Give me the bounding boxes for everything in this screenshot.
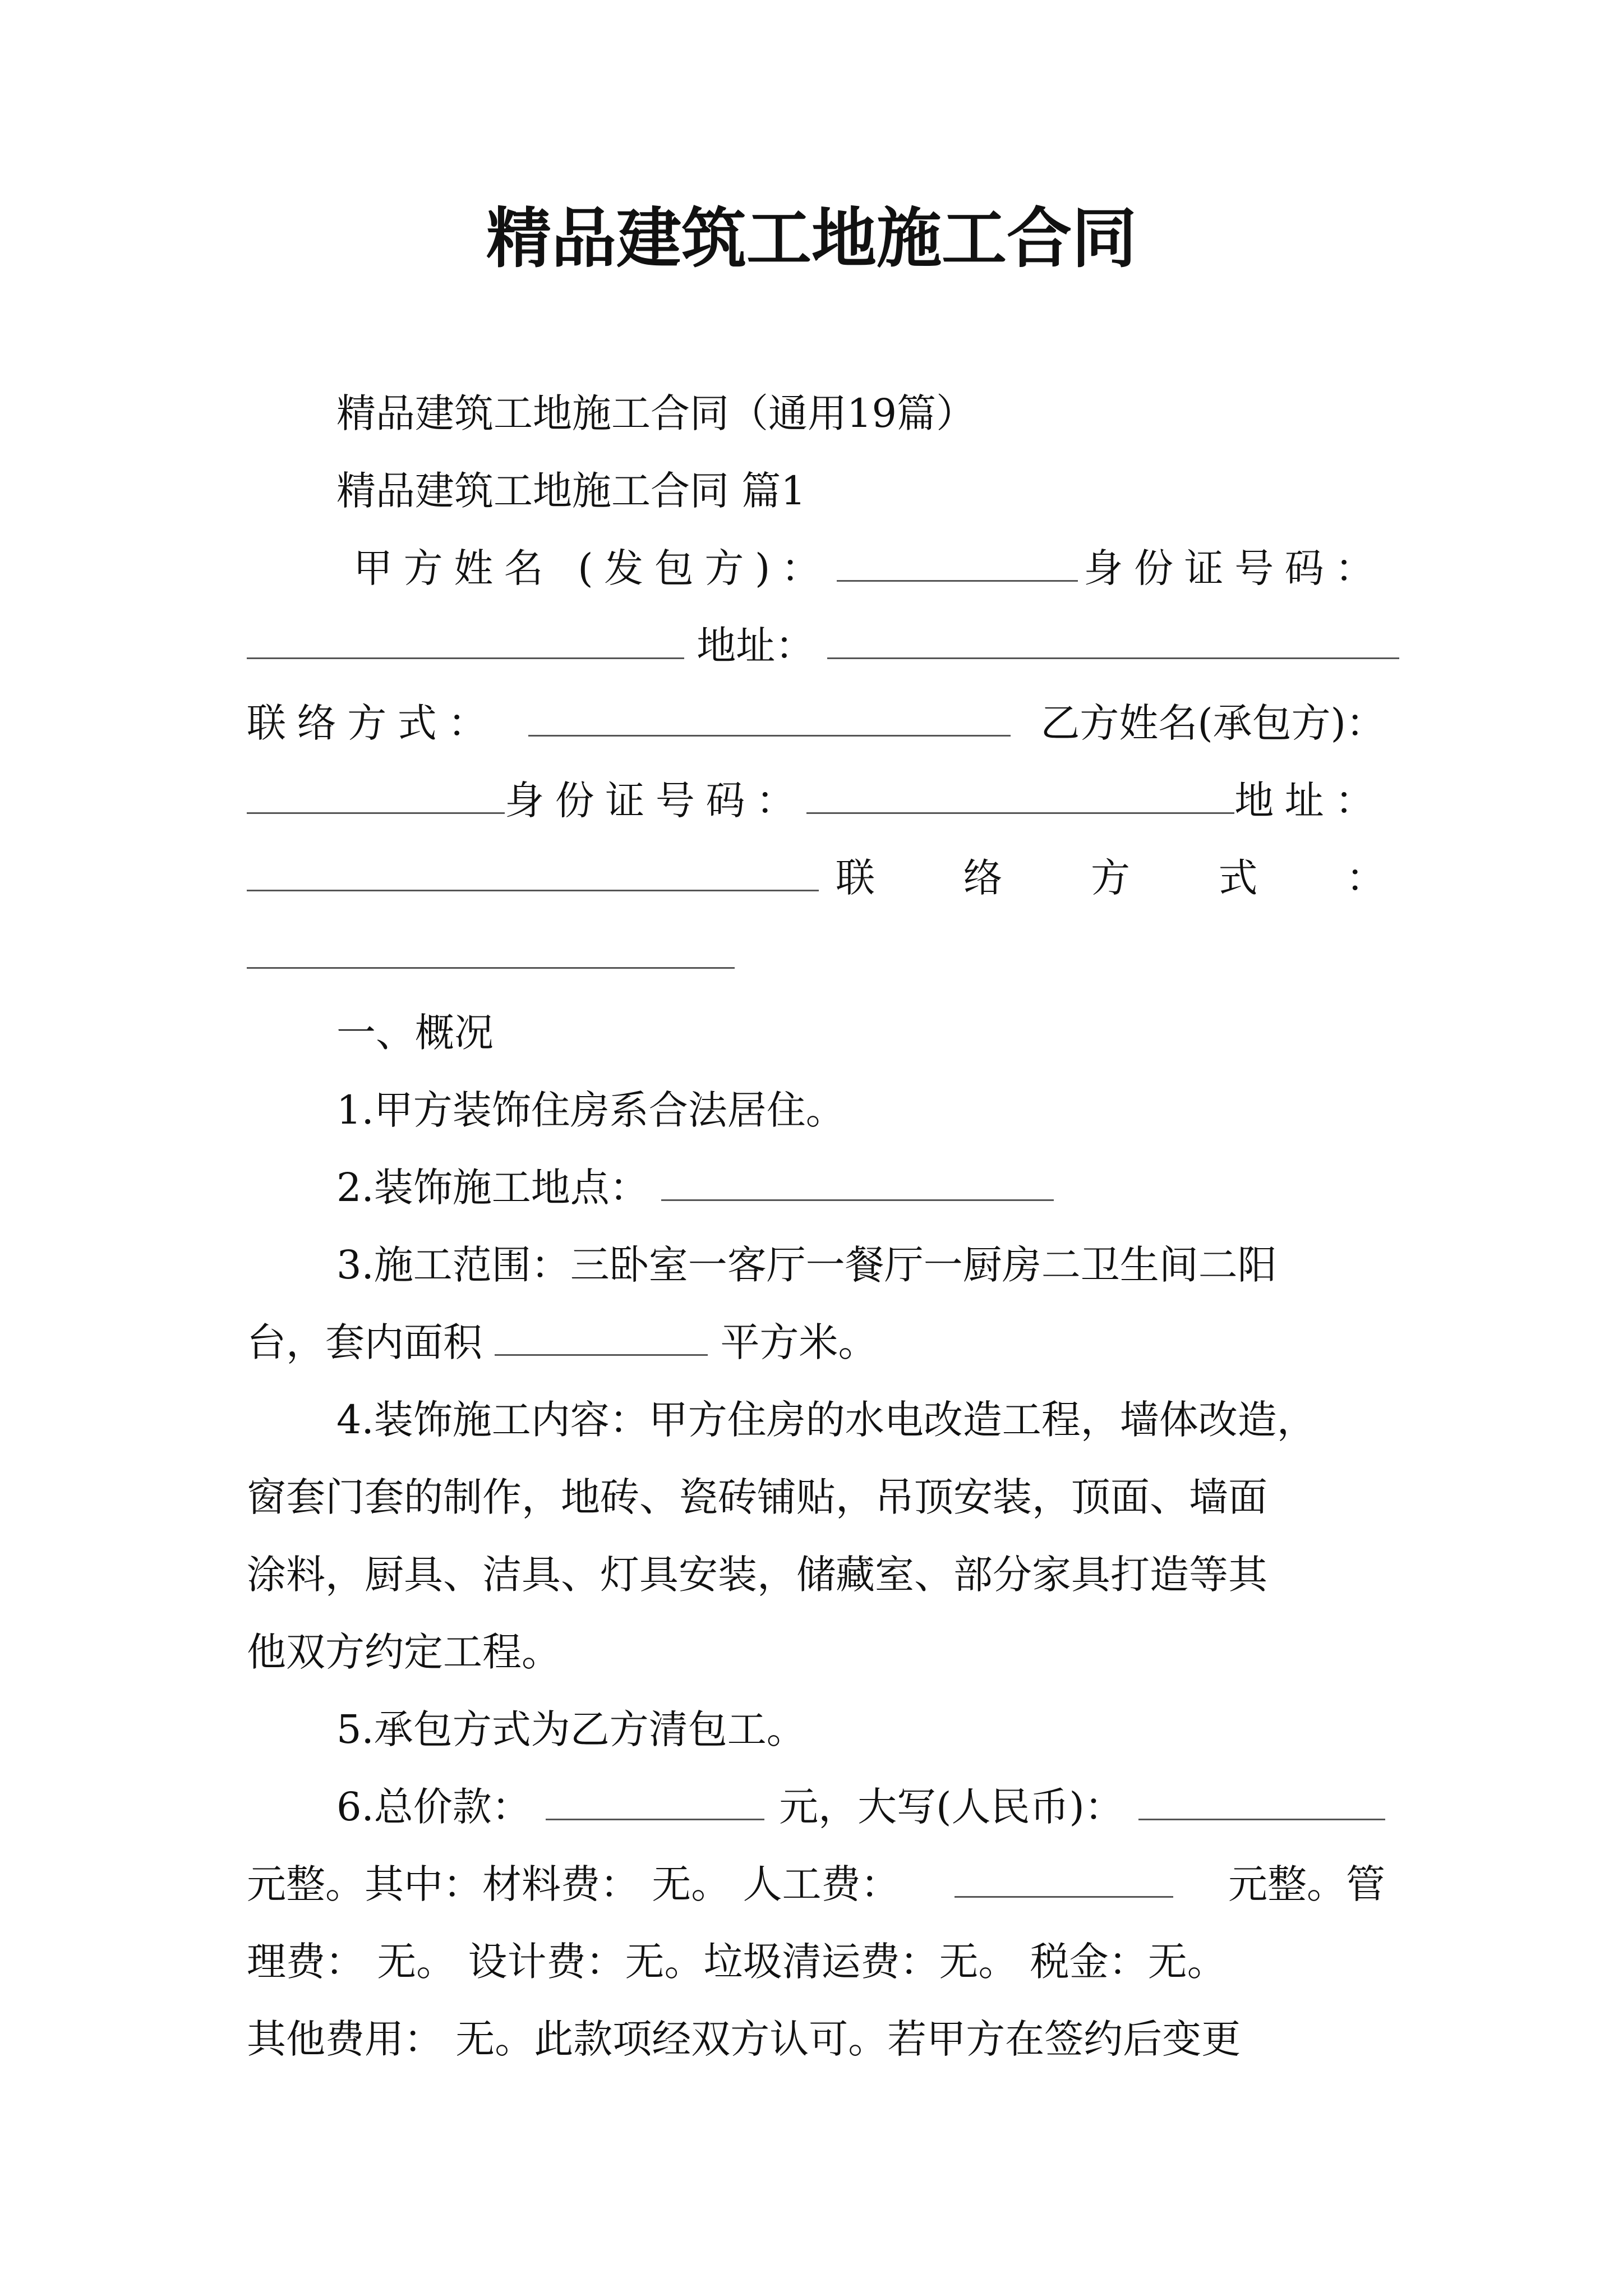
party-b-address-blank[interactable] xyxy=(247,854,819,891)
clause-3-line-2 xyxy=(247,1304,1385,1381)
total-price-capital-blank[interactable] xyxy=(1138,1783,1385,1820)
party-a-name-line xyxy=(353,530,1385,607)
party-b-name-label: 乙方姓名(承包方)： xyxy=(1040,700,1385,746)
party-a-contact-label: 联络方式： xyxy=(247,700,498,746)
clause-4-line-2: 窗套门套的制作，地砖、瓷砖铺贴，吊顶安装，顶面、墙面 xyxy=(247,1474,1267,1520)
clause-5: 5.承包方式为乙方清包工。 xyxy=(336,1706,806,1752)
party-b-contact-blank[interactable] xyxy=(247,932,735,969)
construction-site-blank[interactable] xyxy=(661,1164,1054,1201)
total-price-blank[interactable] xyxy=(546,1783,764,1820)
party-b-id-line xyxy=(247,762,1385,839)
party-a-id-blank[interactable] xyxy=(247,622,684,659)
collection-title: 精品建筑工地施工合同（通用19篇） xyxy=(336,390,976,436)
party-a-address-blank[interactable] xyxy=(827,622,1399,659)
clause-3-area-label: 台，套内面积 xyxy=(247,1319,482,1365)
clause-3-line-1: 3.施工范围：三卧室一客厅一餐厅一厨房二卫生间二阳 xyxy=(336,1242,1277,1288)
party-b-contact-blank-line xyxy=(247,917,1385,994)
clause-6-line-1 xyxy=(336,1768,1385,1846)
clause-2 xyxy=(336,1149,1385,1226)
party-a-name-blank[interactable] xyxy=(837,545,1078,582)
clause-4-line-3: 涂料，厨具、洁具、灯具安装，储藏室、部分家具打造等其 xyxy=(247,1552,1267,1598)
area-blank[interactable] xyxy=(495,1319,708,1356)
party-a-contact-line xyxy=(247,684,1385,762)
clause-4-line-1: 4.装饰施工内容：甲方住房的水电改造工程，墙体改造， xyxy=(336,1397,1316,1443)
clause-4-line-4: 他双方约定工程。 xyxy=(247,1629,561,1675)
party-b-contact-line xyxy=(247,839,1385,917)
clause-1: 1.甲方装饰住房系合法居住。 xyxy=(336,1087,845,1133)
total-price-label: 6.总价款： xyxy=(336,1784,531,1830)
clause-6-line-4: 其他费用： 无。此款项经双方认可。若甲方在签约后变更 xyxy=(247,2016,1241,2062)
page-title: 精品建筑工地施工合同 xyxy=(486,200,1137,277)
party-a-id-label: 身份证号码： xyxy=(1083,545,1385,591)
party-a-address-label: 地址： xyxy=(697,623,815,669)
party-a-address-line xyxy=(247,607,1385,684)
clause-6-line-2 xyxy=(247,1846,1385,1923)
party-b-name-blank[interactable] xyxy=(247,777,505,814)
clause-2-label: 2.装饰施工地点： xyxy=(336,1165,649,1211)
fees-continued: 元整。管 xyxy=(1228,1861,1385,1907)
total-price-capital-label: 元，大写(人民币)： xyxy=(779,1784,1124,1830)
fees-label: 元整。其中：材料费： 无。 人工费： xyxy=(247,1861,900,1907)
section-heading-overview: 一、概况 xyxy=(336,1010,494,1056)
party-b-contact-label: 联 络 方 式 ： xyxy=(836,855,1385,901)
party-a-contact-blank[interactable] xyxy=(528,700,1011,737)
party-b-id-blank[interactable] xyxy=(806,777,1235,814)
clause-6-line-3: 理费： 无。 设计费：无。垃圾清运费：无。 税金：无。 xyxy=(247,1939,1227,1985)
clause-3-area-unit: 平方米。 xyxy=(720,1319,878,1365)
party-a-name-label: 甲方姓名 (发包方)： xyxy=(353,545,832,591)
party-b-id-label: 身份证号码： xyxy=(505,777,806,823)
party-b-address-label: 地址： xyxy=(1234,777,1385,823)
article-title: 精品建筑工地施工合同 篇1 xyxy=(336,468,806,514)
labor-fee-blank[interactable] xyxy=(955,1861,1173,1898)
